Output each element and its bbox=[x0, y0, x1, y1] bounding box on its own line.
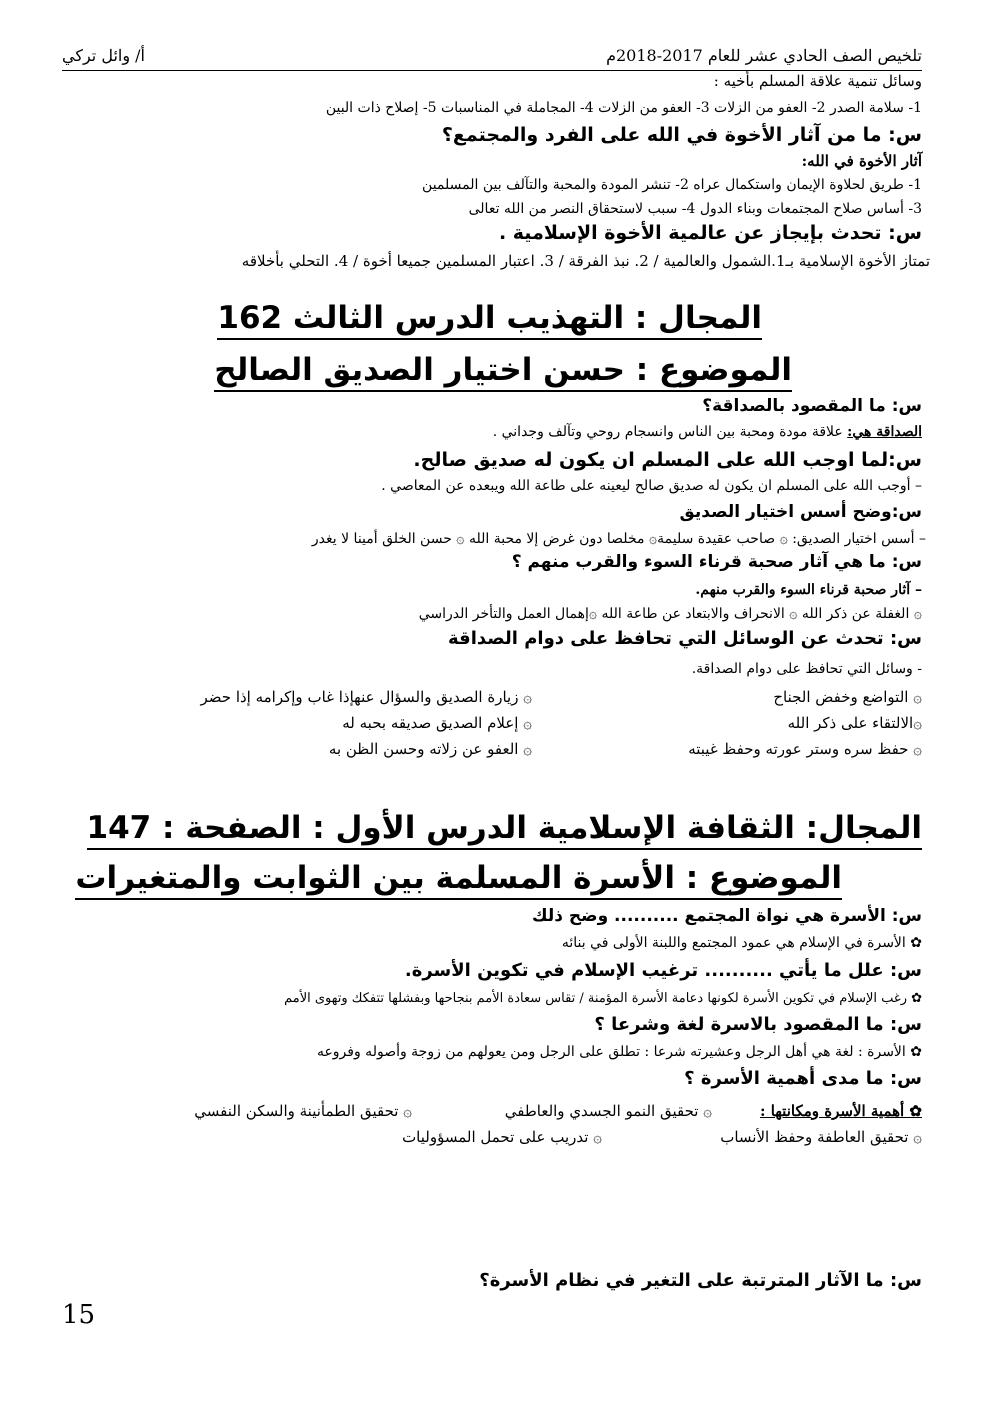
means-grid-r1-right: ۞ التواضع وخفض الجناح bbox=[773, 688, 922, 706]
brotherhood-effects-heading: آثار الأخوة في الله: bbox=[801, 152, 922, 170]
question-family-nucleus: س: الأسرة هي نواة المجتمع .......... وضح ذلك bbox=[532, 906, 922, 926]
family-importance-2: ۞ تحقيق الطمأنينة والسكن النفسي bbox=[194, 1102, 412, 1120]
friend-basis-answer: – أسس اختيار الصديق: ۞ صاحب عقيدة سليمة۞ مخلصا دون غرض إلا محبة الله ۞ حسن الخلق أمينا لا يغدر bbox=[311, 531, 926, 547]
friendship-means-heading: - وسائل التي تحافظ على دوام الصداقة. bbox=[691, 661, 922, 677]
header-author: أ/ وائل تركي bbox=[62, 46, 145, 65]
question-bad-company: س: ما هي آثار صحبة قرناء السوء والقرب منهم ؟ bbox=[511, 552, 922, 572]
means-grid-r3-left: ۞ العفو عن زلاته وحسن الظن به bbox=[328, 740, 532, 758]
means-grid-r2-left: ۞ إعلام الصديق صديقه بحبه له bbox=[342, 714, 532, 732]
page-number: 15 bbox=[62, 1300, 96, 1330]
brotherhood-effects-2: 3- أساس صلاح المجتمعات وبناء الدول 4- سبب لاستحقاق النصر من الله تعالى bbox=[468, 201, 922, 217]
encourage-family-answer: ✿ رغب الإسلام في تكوين الأسرة لكونها دعامة الأسرة المؤمنة / تقاس سعادة الأمم بنجاحها وبفشلها تتفكك وتهوى الأمم bbox=[284, 991, 922, 1006]
question-good-friend: س:لما اوجب الله على المسلم ان يكون له صديق صالح. bbox=[413, 449, 922, 471]
family-importance-4: ۞ تدريب على تحمل المسؤوليات bbox=[402, 1128, 602, 1146]
question-friend-basis: س:وضح أسس اختيار الصديق bbox=[679, 502, 922, 522]
bad-company-list: ۞ الغفلة عن ذكر الله ۞ الانحراف والابتعاد عن طاعة الله ۞إهمال العمل والتأخر الدراسي bbox=[418, 606, 922, 622]
family-importance-1: ۞ تحقيق النمو الجسدي والعاطفي bbox=[504, 1102, 712, 1120]
page-header bbox=[62, 46, 922, 71]
brotherhood-effects-1: 1- طريق لحلاوة الإيمان واستكمال عراه 2- تنشر المودة والمحبة والتآلف بين المسلمين bbox=[422, 177, 922, 193]
family-meaning-answer: ✿ الأسرة : لغة هي أهل الرجل وعشيرته شرعا : تطلق على الرجل ومن يعولهم من زوجة وأصوله وفروعه bbox=[316, 1044, 922, 1060]
section2-subject: الموضوع : الأسرة المسلمة بين الثوابت والمتغيرات bbox=[75, 860, 842, 900]
header-title: تلخيص الصف الحادي عشر للعام 2017-2018م bbox=[606, 46, 922, 65]
section2-title: المجال: الثقافة الإسلامية الدرس الأول : الصفحة : 147 bbox=[87, 810, 922, 850]
friendship-definition bbox=[493, 424, 922, 440]
means-grid-r1-left: ۞ زيارة الصديق والسؤال عنهإذا غاب وإكرامه إذا حضر bbox=[200, 688, 532, 706]
question-universality: س: تحدث بإيجاز عن عالمية الأخوة الإسلامية . bbox=[498, 222, 922, 244]
section1-title: المجال : التهذيب الدرس الثالث 162 bbox=[217, 300, 762, 340]
question-friendship-meaning: س: ما المقصود بالصداقة؟ bbox=[702, 396, 922, 416]
question-brotherhood-effects: س: ما من آثار الأخوة في الله على الفرد والمجتمع؟ bbox=[441, 124, 922, 146]
definition-text: علاقة مودة ومحبة بين الناس وانسجام روحي وتآلف وجداني . bbox=[492, 424, 848, 440]
family-nucleus-answer: ✿ الأسرة في الإسلام هي عمود المجتمع واللبنة الأولى في بنائه bbox=[561, 935, 922, 951]
brotherhood-means-list: 1- سلامة الصدر 2- العفو من الزلات 3- العفو من الزلات 4- المجاملة في المناسبات 5- إصلاح ذات البين bbox=[325, 100, 922, 116]
means-grid-r3-right: ۞ حفظ سره وستر عورته وحفظ غيبته bbox=[688, 740, 922, 758]
bad-company-heading: – آثار صحبة قرناء السوء والقرب منهم. bbox=[695, 582, 922, 598]
universality-answer: تمتاز الأخوة الإسلامية بـ1.الشمول والعالمية / 2. نبذ الفرقة / 3. اعتبار المسلمين جميعا أخوة / 4. التحلي بأخلاقه bbox=[241, 252, 930, 270]
section1-subject: الموضوع : حسن اختيار الصديق الصالح bbox=[214, 352, 792, 392]
question-family-meaning: س: ما المقصود بالاسرة لغة وشرعا ؟ bbox=[594, 1014, 922, 1035]
good-friend-answer: – أوجب الله على المسلم ان يكون له صديق صالح ليعينه على طاعة الله ويبعده عن المعاصي . bbox=[381, 478, 922, 494]
definition-label: الصداقة هي: bbox=[847, 424, 922, 440]
question-friendship-means: س: تحدث عن الوسائل التي تحافظ على دوام الصداقة bbox=[448, 628, 922, 649]
means-grid-r2-right: ۞الالتقاء على ذكر الله bbox=[787, 714, 922, 732]
brotherhood-means-heading: وسائل تنمية علاقة المسلم بأخيه : bbox=[713, 72, 922, 90]
family-importance-label: ✿ أهمية الأسرة ومكانتها : bbox=[759, 1102, 922, 1120]
question-family-change-effects: س: ما الآثار المترتبة على التغير في نظام الأسرة؟ bbox=[479, 1270, 922, 1291]
question-encourage-family: س: علل ما يأتي .......... ترغيب الإسلام في تكوين الأسرة. bbox=[404, 960, 922, 981]
question-family-importance: س: ما مدى أهمية الأسرة ؟ bbox=[684, 1068, 922, 1089]
family-importance-3: ۞ تحقيق العاطفة وحفظ الأنساب bbox=[720, 1128, 922, 1146]
